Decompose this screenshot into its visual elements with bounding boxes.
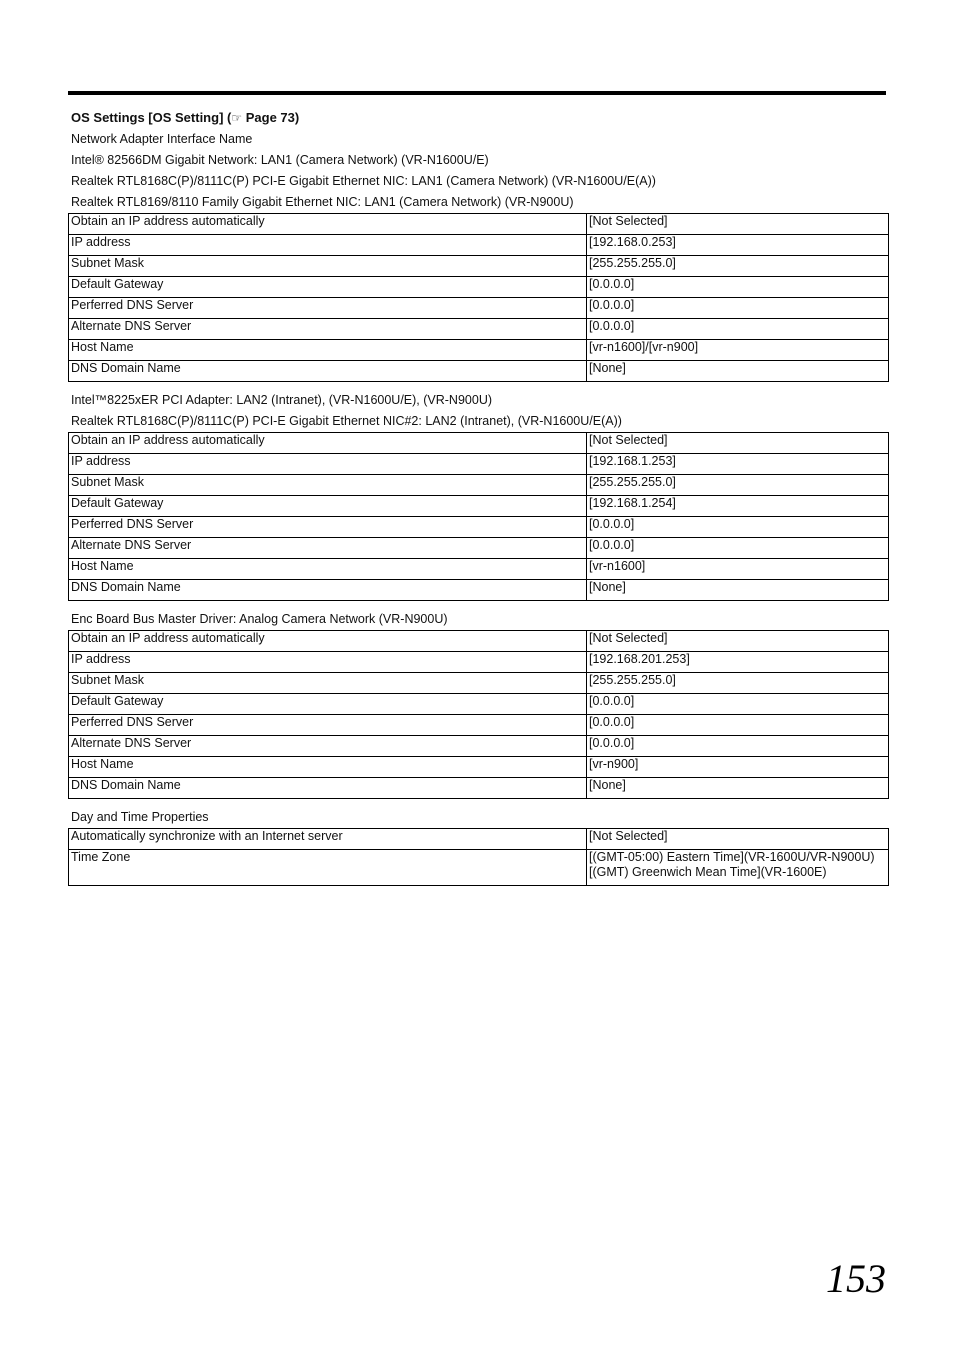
lan1-settings-table [68,213,889,382]
setting-value: [255.255.255.0] [587,256,889,277]
setting-value: [0.0.0.0] [587,298,889,319]
section-heading [68,107,889,129]
table-row [69,517,889,538]
setting-value: [Not Selected] [587,829,889,850]
setting-value: [0.0.0.0] [587,715,889,736]
lan2-settings-table [68,432,889,601]
setting-key: DNS Domain Name [69,580,587,601]
setting-key: Subnet Mask [69,256,587,277]
table-row [69,319,889,340]
time-zone-value-2: [(GMT) Greenwich Mean Time](VR-1600E) [589,865,827,879]
table-row [69,454,889,475]
setting-key: DNS Domain Name [69,778,587,799]
setting-value: [255.255.255.0] [587,475,889,496]
section4-line: Day and Time Properties [71,810,209,824]
setting-value: [0.0.0.0] [587,319,889,340]
setting-key: IP address [69,652,587,673]
spacer [68,382,889,390]
setting-key: Host Name [69,340,587,361]
setting-key: Perferred DNS Server [69,715,587,736]
setting-value: [192.168.1.253] [587,454,889,475]
pointing-hand-icon: ☞ [231,111,243,125]
setting-key: Alternate DNS Server [69,736,587,757]
setting-key: Obtain an IP address automatically [69,631,587,652]
setting-key: Subnet Mask [69,673,587,694]
section4-description [68,807,889,828]
analog-network-settings-table [68,630,889,799]
setting-key: DNS Domain Name [69,361,587,382]
section1-description [68,129,889,213]
table-row [69,715,889,736]
setting-key: Alternate DNS Server [69,538,587,559]
setting-value: [192.168.201.253] [587,652,889,673]
top-rule [68,91,886,95]
table-row [69,235,889,256]
setting-value: [0.0.0.0] [587,736,889,757]
setting-key: Time Zone [69,850,587,886]
table-row [69,829,889,850]
table-row [69,214,889,235]
setting-value: [None] [587,580,889,601]
spacer [68,799,889,807]
table-row [69,580,889,601]
setting-value: [None] [587,361,889,382]
table-row [69,559,889,580]
table-row [69,778,889,799]
setting-key: Host Name [69,757,587,778]
table-row [69,538,889,559]
table-row [69,631,889,652]
setting-value: [255.255.255.0] [587,673,889,694]
heading-title: OS Settings [OS Setting] ( [71,110,232,125]
section1-line: Realtek RTL8169/8110 Family Gigabit Ethernet NIC: LAN1 (Camera Network) (VR-N900U) [71,195,574,209]
date-time-settings-table [68,828,889,886]
heading-page-ref: Page 73) [242,110,300,125]
setting-value: [192.168.1.254] [587,496,889,517]
setting-value: [vr-n1600] [587,559,889,580]
table-row [69,475,889,496]
section1-line: Intel® 82566DM Gigabit Network: LAN1 (Camera Network) (VR-N1600U/E) [71,153,489,167]
table-row [69,298,889,319]
setting-value: [192.168.0.253] [587,235,889,256]
spacer [68,601,889,609]
setting-value: [None] [587,778,889,799]
table-row [69,433,889,454]
table-row [69,361,889,382]
setting-value-multiline [587,850,889,886]
setting-key: Default Gateway [69,496,587,517]
setting-key: Default Gateway [69,277,587,298]
section1-line: Network Adapter Interface Name [71,132,253,146]
section2-line: Intel™8225xER PCI Adapter: LAN2 (Intranet), (VR-N1600U/E), (VR-N900U) [71,393,493,407]
setting-value: [vr-n1600]/[vr-n900] [587,340,889,361]
section3-description [68,609,889,630]
page-content [68,107,889,886]
table-row [69,340,889,361]
table-row [69,277,889,298]
setting-key: Obtain an IP address automatically [69,433,587,454]
setting-key: IP address [69,235,587,256]
section1-line: Realtek RTL8168C(P)/8111C(P) PCI-E Gigabit Ethernet NIC: LAN1 (Camera Network) (VR-N1600U/E(A)) [71,174,656,188]
setting-value: [0.0.0.0] [587,538,889,559]
section2-line: Realtek RTL8168C(P)/8111C(P) PCI-E Gigabit Ethernet NIC#2: LAN2 (Intranet), (VR-N1600U/E(A)) [71,414,622,428]
setting-value: [vr-n900] [587,757,889,778]
setting-key: Obtain an IP address automatically [69,214,587,235]
setting-value: [0.0.0.0] [587,517,889,538]
setting-key: Perferred DNS Server [69,517,587,538]
setting-key: Alternate DNS Server [69,319,587,340]
section2-description [68,390,889,432]
table-row [69,736,889,757]
setting-value: [0.0.0.0] [587,694,889,715]
table-row [69,757,889,778]
setting-value: [Not Selected] [587,433,889,454]
table-row [69,652,889,673]
setting-value: [Not Selected] [587,214,889,235]
setting-value: [Not Selected] [587,631,889,652]
page-number: 153 [826,1256,886,1301]
table-row [69,673,889,694]
setting-key: Automatically synchronize with an Internet server [69,829,587,850]
table-row [69,256,889,277]
setting-key: Subnet Mask [69,475,587,496]
table-row [69,850,889,886]
setting-key: IP address [69,454,587,475]
setting-value: [0.0.0.0] [587,277,889,298]
setting-key: Perferred DNS Server [69,298,587,319]
setting-key: Host Name [69,559,587,580]
table-row [69,496,889,517]
time-zone-value-1: [(GMT-05:00) Eastern Time](VR-1600U/VR-N900U) [589,850,875,864]
table-row [69,694,889,715]
setting-key: Default Gateway [69,694,587,715]
section3-line: Enc Board Bus Master Driver: Analog Camera Network (VR-N900U) [71,612,448,626]
